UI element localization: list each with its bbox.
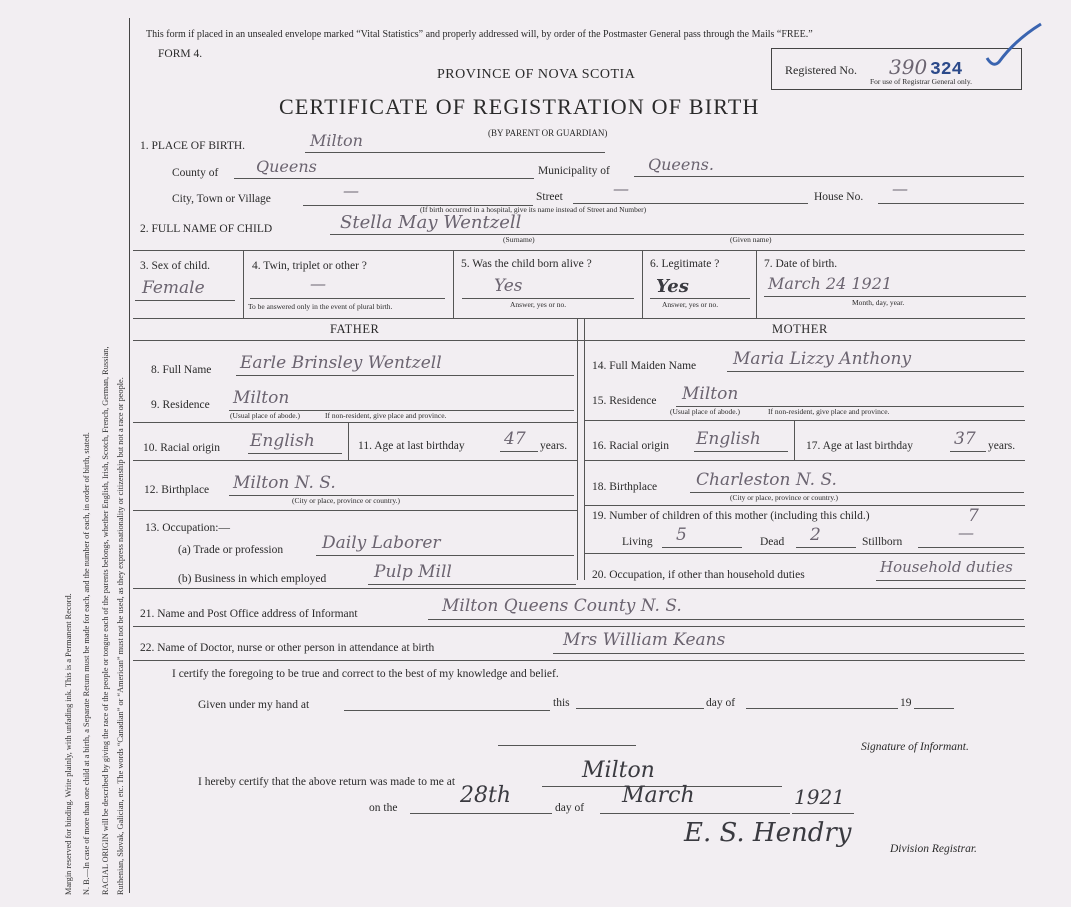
father-res-note2: If non-resident, give place and province. — [325, 411, 447, 420]
row-top-rule — [133, 250, 1025, 251]
place-label: 1. PLACE OF BIRTH. — [140, 140, 246, 152]
dead-label: Dead — [760, 536, 785, 548]
mother-occ-value: Household duties — [880, 558, 1013, 576]
given-place-field — [344, 692, 550, 711]
parents-bottom-rule — [133, 588, 1025, 589]
divider — [243, 250, 244, 318]
sex-label: 3. Sex of child. — [140, 260, 210, 272]
doctor-label: 22. Name of Doctor, nurse or other person in attendance at birth — [140, 642, 435, 654]
father-res-note: (Usual place of abode.) — [230, 411, 300, 420]
given-dayof-label: day of — [706, 697, 736, 709]
father-bp-label: 12. Birthplace — [144, 484, 210, 496]
stillborn-field — [918, 523, 1024, 548]
street-label: Street — [536, 191, 563, 203]
surname-note: (Surname) — [503, 235, 535, 244]
divider — [348, 422, 349, 460]
sex-value: Female — [142, 278, 205, 298]
hospital-note: (If birth occurred in a hospital, give its name instead of Street and Number) — [420, 205, 647, 214]
mother-age-value: 37 — [954, 429, 976, 449]
father-bp-note: (City or place, province or country.) — [292, 496, 401, 505]
alive-value: Yes — [494, 276, 523, 296]
child-name-label: 2. FULL NAME OF CHILD — [140, 223, 273, 235]
margin-line-2: N. B.—In case of more than one child at a birth, a Separate Return must be made for each, and the number of each, in order of birth, stated. — [82, 432, 91, 895]
margin-border — [129, 18, 130, 893]
parents-divider-2 — [584, 318, 585, 580]
dead-field — [796, 527, 856, 548]
registrar-month-field — [600, 783, 790, 814]
doctor-field — [553, 630, 1024, 654]
informant-sig-label: Signature of Informant. — [861, 741, 969, 753]
mother-bp-label: 18. Birthplace — [592, 481, 658, 493]
mother-age-label: 17. Age at last birthday — [806, 440, 913, 452]
given-day-field — [576, 690, 704, 709]
mother-res-field — [676, 386, 1024, 407]
registrar-dayof-label: day of — [555, 802, 585, 814]
mother-heading: MOTHER — [772, 322, 828, 336]
page-title: CERTIFICATE OF REGISTRATION OF BIRTH — [279, 94, 760, 119]
informant-label: 21. Name and Post Office address of Informant — [140, 608, 358, 620]
given-year-label: 19 — [900, 697, 912, 709]
father-bus-field — [368, 564, 576, 585]
legit-label: 6. Legitimate ? — [650, 258, 720, 270]
given-month-field — [746, 690, 898, 709]
place-value: Milton — [310, 131, 363, 150]
mother-name-label: 14. Full Maiden Name — [592, 360, 697, 372]
divider — [584, 460, 1025, 461]
informant-sig-line — [498, 745, 636, 746]
divider — [133, 510, 577, 511]
dead-value: 2 — [810, 525, 821, 545]
divider — [642, 250, 643, 318]
father-age-label: 11. Age at last birthday — [358, 440, 465, 452]
father-race-value: English — [250, 431, 315, 451]
mother-bp-note: (City or place, province or country.) — [730, 493, 839, 502]
registered-label: Registered No. — [785, 63, 857, 77]
divider — [794, 420, 795, 460]
father-trade-value: Daily Laborer — [322, 533, 441, 553]
alive-label: 5. Was the child born alive ? — [461, 258, 592, 270]
mother-race-label: 16. Racial origin — [592, 440, 669, 452]
municipality-value: Queens. — [648, 155, 714, 174]
this-label: this — [553, 697, 570, 709]
divider — [756, 250, 757, 318]
father-trade-label: (a) Trade or profession — [178, 544, 284, 556]
alive-field — [462, 278, 634, 299]
divider — [133, 626, 1025, 627]
dob-value: March 24 1921 — [768, 274, 893, 293]
father-res-field — [229, 390, 574, 411]
county-value: Queens — [256, 157, 317, 176]
mother-res-note: (Usual place of abode.) — [670, 407, 740, 416]
registered-number-pre: 390 — [889, 55, 928, 79]
sex-field — [135, 278, 235, 301]
certify-text: I certify the foregoing to be true and correct to the best of my knowledge and belief. — [172, 668, 559, 680]
divider — [584, 505, 1025, 506]
province-heading: PROVINCE OF NOVA SCOTIA — [437, 67, 636, 82]
twin-note: To be answered only in the event of plural birth. — [248, 302, 393, 311]
divider — [453, 250, 454, 318]
father-bus-label: (b) Business in which employed — [178, 573, 327, 585]
father-race-field — [248, 433, 342, 454]
living-value: 5 — [676, 525, 687, 545]
mother-res-value: Milton — [682, 384, 739, 404]
doctor-value: Mrs William Keans — [563, 630, 726, 650]
county-field — [234, 158, 534, 179]
alive-note: Answer, yes or no. — [510, 300, 567, 309]
divider — [133, 422, 577, 423]
check-mark-icon — [985, 20, 1045, 70]
mother-occ-label: 20. Occupation, if other than household duties — [592, 569, 805, 581]
mother-children-label: 19. Number of children of this mother (including this child.) — [592, 510, 870, 522]
city-field — [303, 181, 533, 206]
legit-field — [650, 278, 750, 299]
mother-occ-field — [876, 560, 1026, 581]
father-bus-value: Pulp Mill — [374, 562, 452, 582]
margin-line-4: Ruthenian, Slovak, Galician, etc. The words “Canadian” or “American” must not be used, as they express nationality or citizenship but not a race or people. — [116, 377, 125, 895]
twin-field — [250, 274, 445, 299]
father-years: years. — [540, 440, 568, 452]
registrar-signature: E. S. Hendry — [684, 818, 852, 848]
parents-divider — [577, 318, 578, 580]
mother-age-field — [950, 431, 986, 452]
legit-note: Answer, yes or no. — [662, 300, 719, 309]
street-field — [573, 179, 808, 204]
dob-label: 7. Date of birth. — [764, 258, 838, 270]
house-field — [878, 179, 1024, 204]
mail-notice: This form if placed in an unsealed envelope marked “Vital Statistics” and properly addressed will, by order of the Postmaster General pass through the Mails “FREE.” — [146, 29, 813, 40]
father-occ-label: 13. Occupation:— — [145, 522, 230, 534]
registrar-year-field — [792, 785, 854, 814]
father-age-field — [500, 431, 538, 452]
house-value: — — [892, 179, 908, 198]
registrar-day-field — [410, 783, 552, 814]
municipality-label: Municipality of — [538, 165, 610, 177]
father-age-value: 47 — [504, 429, 526, 449]
mother-race-field — [694, 431, 788, 452]
mother-res-note2: If non-resident, give place and province. — [768, 407, 890, 416]
divider — [133, 460, 577, 461]
registered-number-stamp: 324 — [930, 60, 963, 80]
registered-note: For use of Registrar General only. — [870, 77, 972, 86]
divider — [133, 660, 1025, 661]
registrar-month-value: March — [622, 783, 695, 808]
stillborn-label: Stillborn — [862, 536, 903, 548]
registrar-day-value: 28th — [460, 783, 512, 808]
binding-margin — [0, 0, 130, 907]
given-year-field — [914, 690, 954, 709]
mother-bp-value: Charleston N. S. — [696, 470, 837, 490]
twin-value: — — [310, 274, 326, 293]
living-field — [662, 527, 742, 548]
given-label: Given under my hand at — [198, 699, 310, 711]
dob-note: Month, day, year. — [852, 298, 905, 307]
father-bp-value: Milton N. S. — [233, 473, 336, 493]
mother-bp-field — [690, 472, 1024, 493]
registrar-text: I hereby certify that the above return was made to me at — [198, 776, 456, 788]
place-field — [305, 132, 605, 153]
father-trade-field — [316, 535, 574, 556]
mother-name-field — [727, 351, 1024, 372]
father-name-value: Earle Brinsley Wentzell — [240, 353, 442, 373]
house-label: House No. — [814, 191, 864, 203]
mother-res-label: 15. Residence — [592, 395, 657, 407]
father-res-label: 9. Residence — [151, 399, 210, 411]
municipality-field — [634, 156, 1024, 177]
given-name-note: (Given name) — [730, 235, 772, 244]
living-label: Living — [622, 536, 653, 548]
father-heading: FATHER — [330, 322, 380, 336]
margin-line-3: RACIAL ORIGIN will be described by giving the race of the people or tongue each of the parents belongs, whether English, Irish, Scotch, French, German, Russian, — [101, 346, 110, 895]
registrar-title: Division Registrar. — [890, 843, 977, 855]
parents-head-rule — [133, 340, 1025, 341]
street-value: — — [613, 179, 629, 198]
mother-name-value: Maria Lizzy Anthony — [733, 349, 912, 369]
form-number: FORM 4. — [158, 48, 203, 60]
city-label: City, Town or Village — [172, 193, 271, 205]
subtitle: (BY PARENT OR GUARDIAN) — [488, 128, 608, 138]
registrar-year-value: 1921 — [794, 785, 845, 809]
child-name-value: Stella May Wentzell — [340, 212, 522, 233]
child-name-field — [330, 214, 1024, 235]
father-bp-field — [229, 475, 574, 496]
father-race-label: 10. Racial origin — [143, 442, 220, 454]
city-value: — — [343, 181, 359, 200]
dob-field — [764, 276, 1026, 297]
father-name-label: 8. Full Name — [151, 364, 212, 376]
divider — [584, 420, 1025, 421]
father-name-field — [236, 355, 574, 376]
informant-value: Milton Queens County N. S. — [442, 596, 682, 616]
county-label: County of — [172, 167, 219, 179]
divider — [584, 553, 1025, 554]
mother-years: years. — [988, 440, 1016, 452]
mother-race-value: English — [696, 429, 761, 449]
mother-children-value: 7 — [968, 506, 979, 526]
registrar-place-value: Milton — [582, 758, 655, 783]
stillborn-value: — — [958, 523, 974, 542]
father-res-value: Milton — [233, 388, 290, 408]
on-the-label: on the — [369, 802, 398, 814]
margin-line-1: Margin reserved for binding. Write plainly, with unfading ink. This is a Permanent Record. — [64, 593, 73, 895]
twin-label: 4. Twin, triplet or other ? — [252, 260, 367, 272]
parents-top-rule — [133, 318, 1025, 319]
informant-field — [428, 596, 1024, 620]
legit-value: Yes — [656, 276, 689, 297]
